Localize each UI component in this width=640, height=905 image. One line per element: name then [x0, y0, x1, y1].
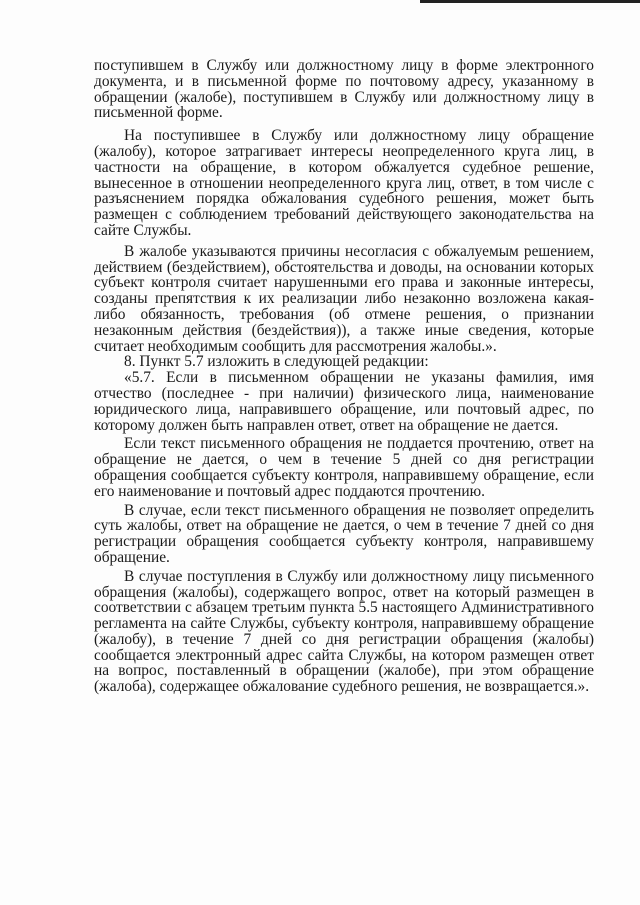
paragraph-8: В случае поступления в Службу или должностному лицу письменного обращения (жалобы), содержащего вопрос, ответ на который размещен в соответствии с абзацем третьим пункта 5.5 настоящего Административного регламента на сайте Службы, субъекту контроля, направившему обращение (жалобу), в течение 7 дней со дня регистрации обращения (жалобы) сообщается электронный адрес сайта Службы, на котором размещен ответ на вопрос, поставленный в обращении (жалобе), при этом обращение (жалоба), содержащее обжалование судебного решения, не возвращается.».	[94, 567, 594, 696]
paragraph-5-clause-5-7: «5.7. Если в письменном обращении не указаны фамилия, имя отчество (последнее - при наличии) физического лица, наименование юридического лица, направившего обращение, или почтовый адрес, по которому должен быть направлен ответ, ответ на обращение не дается.	[94, 369, 594, 434]
paragraph-3: В жалобе указываются причины несогласия с обжалуемым решением, действием (бездействием), обстоятельства и доводы, на основании которых субъект контроля считает нарушенными его права и законные интересы, созданы препятствия к их реализации либо незаконно возложена какая-либо обязанность, требования (об отмене решения, о признании незаконным действия (бездействия)), а также иные сведения, которые считает необходимым сообщить для рассмотрения жалобы.».	[94, 242, 594, 355]
document-body	[94, 58, 594, 695]
paragraph-6: Если текст письменного обращения не поддается прочтению, ответ на обращение не дается, о чем в течение 5 дней со дня регистрации обращения сообщается субъекту контроля, направившему обращение, если его наименование и почтовый адрес поддаются прочтению.	[94, 435, 594, 500]
paragraph-7: В случае, если текст письменного обращения не позволяет определить суть жалобы, ответ на обращение не дается, о чем в течение 7 дней со дня регистрации обращения сообщается субъекту контроля, направившему обращение.	[94, 501, 594, 566]
paragraph-2: На поступившее в Службу или должностному лицу обращение (жалобу), которое затрагивает интересы неопределенного круга лиц, в частности на обращение, в котором обжалуется судебное решение, вынесенное в отношении неопределенного круга лиц, ответ, в том числе с разъяснением порядка обжалования судебного решения, может быть размещен с соблюдением требований действующего законодательства на сайте Службы.	[94, 127, 594, 239]
paragraph-4-item-8: 8. Пункт 5.7 изложить в следующей редакции:	[124, 353, 429, 371]
top-edge-rule	[420, 0, 640, 3]
paragraph-1: поступившем в Службу или должностному лицу в форме электронного документа, и в письменной форме по почтовому адресу, указанному в обращении (жалобе), поступившем в Службу или должностному лицу в письменной форме.	[94, 57, 594, 122]
